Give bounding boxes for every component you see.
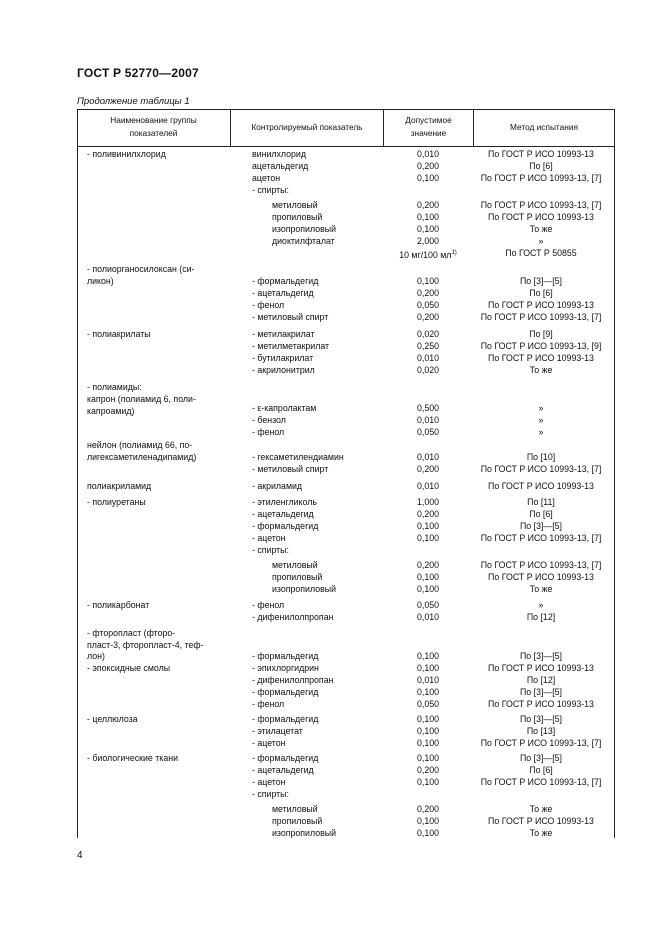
method-cell: По ГОСТ Р ИСО 10993-13, [7] bbox=[480, 560, 602, 570]
indicator-cell: - спирты: bbox=[252, 545, 289, 555]
indicator-cell: - фенол bbox=[252, 300, 285, 310]
indicator-cell: - спирты: bbox=[252, 789, 289, 799]
indicator-cell: - акрилонитрил bbox=[252, 365, 315, 375]
indicator-cell: - метилметакрилат bbox=[252, 341, 330, 351]
method-cell: По [3]—[5] bbox=[519, 714, 563, 724]
table-top-border bbox=[77, 109, 615, 110]
indicator-cell: - гексаметилендиамин bbox=[252, 452, 344, 462]
value-cell: 10 мг/100 $мл^{1)}$ bbox=[399, 250, 457, 260]
indicator-cell: пропиловый bbox=[272, 816, 323, 826]
indicator-cell: - эпихлоргидрин bbox=[252, 663, 319, 673]
value-cell: 0,200 bbox=[416, 560, 439, 570]
method-cell: По [6] bbox=[529, 509, 553, 519]
method-cell: По ГОСТ Р ИСО 10993-13, [7] bbox=[480, 200, 602, 210]
method-cell: То же bbox=[529, 584, 553, 594]
value-cell: 0,100 bbox=[416, 726, 439, 736]
indicator-cell: - формальдегид bbox=[252, 521, 319, 531]
value-cell: 0,050 bbox=[416, 600, 439, 610]
method-cell: » bbox=[538, 427, 544, 437]
table-caption: Продолжение таблицы 1 bbox=[77, 96, 190, 107]
header-cell-method bbox=[474, 121, 614, 134]
value-cell: 1,000 bbox=[416, 497, 439, 507]
value-cell: 0,100 bbox=[416, 738, 439, 748]
method-cell: По [6] bbox=[529, 161, 553, 171]
method-cell: То же bbox=[529, 828, 553, 838]
method-cell: » bbox=[538, 403, 544, 413]
indicator-cell: - ацетальдегид bbox=[252, 288, 314, 298]
group-name-cell: - полиорганосилоксан (си- ликон) bbox=[87, 264, 195, 286]
group-name-cell: - поливинилхлорид bbox=[87, 149, 166, 159]
header-cell-indicator bbox=[231, 121, 383, 134]
method-cell: По [3]—[5] bbox=[519, 753, 563, 763]
footnote-marker: 1) bbox=[451, 250, 457, 256]
value-cell: 0,200 bbox=[416, 161, 439, 171]
indicator-cell: - бензол bbox=[252, 415, 286, 425]
indicator-cell: - спирты: bbox=[252, 185, 289, 195]
value-cell: 0,050 bbox=[416, 427, 439, 437]
indicator-cell: - этилацетат bbox=[252, 726, 303, 736]
indicator-cell: пропиловый bbox=[272, 212, 323, 222]
header-line: Наименование группы bbox=[110, 115, 197, 125]
group-name-cell: - полиакрилаты bbox=[87, 329, 151, 339]
indicator-cell: метиловый bbox=[272, 200, 318, 210]
method-cell: По [6] bbox=[529, 288, 553, 298]
method-cell: По ГОСТ Р ИСО 10993-13 bbox=[488, 149, 594, 159]
method-cell: По ГОСТ Р ИСО 10993-13, [9] bbox=[480, 341, 602, 351]
value-cell: 0,050 bbox=[416, 300, 439, 310]
method-cell: По [3]—[5] bbox=[519, 651, 563, 661]
value-cell: 0,010 bbox=[416, 353, 439, 363]
header-cell-group bbox=[77, 114, 230, 140]
method-cell: По ГОСТ Р ИСО 10993-13 bbox=[488, 572, 594, 582]
indicator-cell: - формальдегид bbox=[252, 687, 319, 697]
value-cell: 0,050 bbox=[416, 699, 439, 709]
value-cell: 0,100 bbox=[416, 584, 439, 594]
indicator-cell: - ацетон bbox=[252, 738, 286, 748]
indicator-cell: диоктилфталат bbox=[272, 236, 335, 246]
value-cell: 0,100 bbox=[416, 816, 439, 826]
indicator-cell: - фенол bbox=[252, 600, 285, 610]
indicator-cell: изопропиловый bbox=[272, 584, 337, 594]
value-cell: 0,010 bbox=[416, 149, 439, 159]
indicator-cell: - дифенилолпропан bbox=[252, 612, 334, 622]
value-cell: 0,200 bbox=[416, 509, 439, 519]
value-cell: 0,200 bbox=[416, 288, 439, 298]
value-cell: 0,100 bbox=[416, 753, 439, 763]
indicator-cell: - метилакрилат bbox=[252, 329, 315, 339]
value-cell: 0,500 bbox=[416, 403, 439, 413]
value-cell: 0,010 bbox=[416, 452, 439, 462]
method-cell: » bbox=[538, 236, 544, 246]
indicator-cell: - ацетон bbox=[252, 777, 286, 787]
group-name-cell: - биологические ткани bbox=[87, 753, 178, 763]
header-cell-value bbox=[384, 114, 473, 140]
data-table bbox=[77, 109, 615, 838]
method-cell: По ГОСТ Р ИСО 10993-13 bbox=[488, 353, 594, 363]
method-cell: То же bbox=[529, 804, 553, 814]
value-cell: 0,020 bbox=[416, 329, 439, 339]
method-cell: По [3]—[5] bbox=[519, 521, 563, 531]
header-line: Контролируемый показатель bbox=[251, 122, 363, 132]
value-cell: 0,100 bbox=[416, 224, 439, 234]
method-cell: По [9] bbox=[529, 329, 553, 339]
method-cell: По [12] bbox=[526, 612, 556, 622]
value-cell: 0,100 bbox=[416, 651, 439, 661]
value-cell: 0,200 bbox=[416, 804, 439, 814]
method-cell: По ГОСТ Р ИСО 10993-13, [7] bbox=[480, 777, 602, 787]
indicator-cell: ацетон bbox=[252, 173, 281, 183]
value-cell: 0,100 bbox=[416, 173, 439, 183]
method-cell: По ГОСТ Р ИСО 10993-13, [7] bbox=[480, 738, 602, 748]
header-line: Допустимое bbox=[405, 115, 452, 125]
indicator-cell: - ε-капролактам bbox=[252, 403, 317, 413]
value-cell: 0,100 bbox=[416, 212, 439, 222]
table-left-border bbox=[77, 109, 78, 838]
indicator-cell: - формальдегид bbox=[252, 714, 319, 724]
indicator-cell: изопропиловый bbox=[272, 828, 337, 838]
group-name-cell: капрон (полиамид 6, поли- капроамид) bbox=[87, 394, 196, 416]
header-line: значение bbox=[410, 128, 447, 138]
indicator-cell: метиловый bbox=[272, 560, 318, 570]
indicator-cell: - ацетальдегид bbox=[252, 765, 314, 775]
method-cell: По [11] bbox=[527, 497, 555, 507]
indicator-cell: - формальдегид bbox=[252, 651, 319, 661]
method-cell: По ГОСТ Р ИСО 10993-13 bbox=[488, 663, 594, 673]
method-cell: По ГОСТ Р 50855 bbox=[505, 248, 577, 258]
indicator-cell: пропиловый bbox=[272, 572, 323, 582]
method-cell: По ГОСТ Р ИСО 10993-13 bbox=[488, 300, 594, 310]
value-cell: 0,200 bbox=[416, 200, 439, 210]
method-cell: По ГОСТ Р ИСО 10993-13, [7] bbox=[480, 533, 602, 543]
header-line: Метод испытания bbox=[510, 122, 578, 132]
header-bottom-border bbox=[77, 146, 615, 147]
document-title: ГОСТ Р 52770—2007 bbox=[77, 66, 199, 80]
indicator-cell: - формальдегид bbox=[252, 276, 319, 286]
group-name-cell: полиакриламид bbox=[87, 481, 152, 491]
value-cell: 0,100 bbox=[416, 687, 439, 697]
value-cell: 0,250 bbox=[416, 341, 439, 351]
value-cell: 0,100 bbox=[416, 777, 439, 787]
value-cell: 0,010 bbox=[416, 415, 439, 425]
method-cell: » bbox=[538, 415, 544, 425]
indicator-cell: метиловый bbox=[272, 804, 318, 814]
indicator-cell: - метиловый спирт bbox=[252, 312, 329, 322]
value-cell: 0,200 bbox=[416, 464, 439, 474]
page-number: 4 bbox=[77, 850, 83, 861]
value-cell: 0,100 bbox=[416, 521, 439, 531]
value-cell: 0,100 bbox=[416, 276, 439, 286]
method-cell: По ГОСТ Р ИСО 10993-13, [7] bbox=[480, 464, 602, 474]
method-cell: По [3]—[5] bbox=[519, 276, 563, 286]
value-cell: 0,100 bbox=[416, 828, 439, 838]
value-cell: 0,100 bbox=[416, 714, 439, 724]
value-cell: 0,010 bbox=[416, 481, 439, 491]
value-cell: 0,200 bbox=[416, 312, 439, 322]
group-name-cell: нейлон (полиамид 66, по- лигексаметиленадипамид) bbox=[87, 440, 197, 462]
indicator-cell: винилхлорид bbox=[252, 149, 306, 159]
group-name-cell: - целлюлоза bbox=[87, 714, 138, 724]
group-name-cell: - полиамиды: bbox=[87, 382, 142, 392]
indicator-cell: - дифенилолпропан bbox=[252, 675, 334, 685]
method-cell: То же bbox=[529, 224, 553, 234]
method-cell: По ГОСТ Р ИСО 10993-13 bbox=[488, 816, 594, 826]
group-name-cell: - полиуретаны bbox=[87, 497, 146, 507]
value-cell: 0,100 bbox=[416, 572, 439, 582]
indicator-cell: - фенол bbox=[252, 699, 285, 709]
method-cell: По [13] bbox=[526, 726, 556, 736]
header-line: показателей bbox=[129, 128, 178, 138]
method-cell: По [6] bbox=[529, 765, 553, 775]
indicator-cell: - этиленгликоль bbox=[252, 497, 317, 507]
indicator-cell: - ацетальдегид bbox=[252, 509, 314, 519]
method-cell: По [3]—[5] bbox=[519, 687, 563, 697]
method-cell: По ГОСТ Р ИСО 10993-13, [7] bbox=[480, 312, 602, 322]
method-cell: По ГОСТ Р ИСО 10993-13 bbox=[488, 212, 594, 222]
indicator-cell: ацетальдегид bbox=[252, 161, 309, 171]
method-cell: То же bbox=[529, 365, 553, 375]
method-cell: » bbox=[538, 600, 544, 610]
method-cell: По [10] bbox=[526, 452, 556, 462]
value-cell: 0,020 bbox=[416, 365, 439, 375]
indicator-cell: - бутилакрилат bbox=[252, 353, 314, 363]
method-cell: По [12] bbox=[526, 675, 556, 685]
value-cell: 0,100 bbox=[416, 663, 439, 673]
group-name-cell: - поликарбонат bbox=[87, 600, 150, 610]
method-cell: По ГОСТ Р ИСО 10993-13 bbox=[488, 699, 594, 709]
group-name-cell: - фторопласт (фторо- пласт-3, фторопласт-4, теф- лон) bbox=[87, 628, 204, 662]
value-cell: 0,100 bbox=[416, 533, 439, 543]
group-name-cell: - эпоксидные смолы bbox=[87, 663, 171, 673]
indicator-cell: изопропиловый bbox=[272, 224, 337, 234]
indicator-cell: - ацетон bbox=[252, 533, 286, 543]
value-cell: 2,000 bbox=[416, 236, 439, 246]
value-cell: 0,010 bbox=[416, 612, 439, 622]
indicator-cell: - фенол bbox=[252, 427, 285, 437]
method-cell: По ГОСТ Р ИСО 10993-13, [7] bbox=[480, 173, 602, 183]
indicator-cell: - метиловый спирт bbox=[252, 464, 329, 474]
method-cell: По ГОСТ Р ИСО 10993-13 bbox=[488, 481, 594, 491]
indicator-cell: - акриламид bbox=[252, 481, 303, 491]
value-cell: 0,200 bbox=[416, 765, 439, 775]
indicator-cell: - формальдегид bbox=[252, 753, 319, 763]
value-cell: 0,010 bbox=[416, 675, 439, 685]
